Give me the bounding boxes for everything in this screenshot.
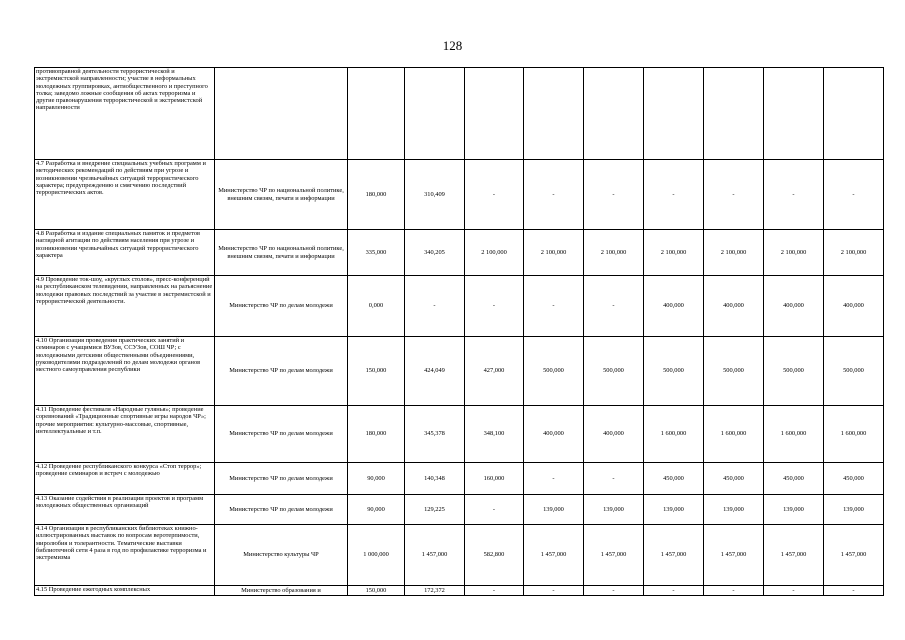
amount-cell: - [405, 276, 465, 337]
amount-cell [764, 68, 824, 160]
table-row [35, 406, 884, 463]
responsible-body-cell: Министерство образования и [215, 586, 348, 596]
activity-description-cell: 4.11 Проведение фестиваля «Народные гулянья»; проведение соревнований «Традиционные спортивные игры народов ЧР»; прочие мероприятия: культурно-массовые, спортивные, интеллектуальные и т.п. [35, 406, 215, 463]
amount-cell: 180,000 [348, 406, 405, 463]
responsible-body-cell [215, 68, 348, 160]
amount-cell: 1 457,000 [405, 525, 465, 586]
amount-cell: - [764, 586, 824, 596]
amount-cell: 2 100,000 [465, 230, 524, 276]
amount-cell [524, 68, 584, 160]
amount-cell: 1 600,000 [704, 406, 764, 463]
amount-cell: 90,000 [348, 463, 405, 495]
table-row [35, 230, 884, 276]
amount-cell: 424,049 [405, 337, 465, 406]
amount-cell: 0,000 [348, 276, 405, 337]
amount-cell: - [824, 160, 884, 230]
amount-cell: 2 100,000 [764, 230, 824, 276]
responsible-body-cell: Министерство культуры ЧР [215, 525, 348, 586]
activity-description-cell: 4.7 Разработка и внедрение специальных учебных программ и методических рекомендаций по действиям при угрозе и возникновении чрезвычайных ситуаций террористического характера; предупреждению и смягчению последствий террористических актов. [35, 160, 215, 230]
amount-cell: 180,000 [348, 160, 405, 230]
amount-cell: 2 100,000 [704, 230, 764, 276]
amount-cell: 139,000 [704, 495, 764, 525]
amount-cell: 129,225 [405, 495, 465, 525]
activity-description-cell: 4.9 Проведение ток-шоу, «круглых столов», пресс-конференций на республиканском телевидении, направленных на разъяснение молодежи правовых последствий за участие в экстремистской и террористической деятельности. [35, 276, 215, 337]
amount-cell: - [465, 586, 524, 596]
amount-cell: 1 600,000 [644, 406, 704, 463]
amount-cell: 1 600,000 [764, 406, 824, 463]
table-row [35, 495, 884, 525]
activity-description-cell: 4.10 Организация проведения практических занятий и семинаров с учащимися ВУЗов, ССУЗов, СОШ ЧР; с молодежными детскими общественными объединениями, руководителями подразделений по делам молодежи органов местного самоуправления республики [35, 337, 215, 406]
amount-cell: - [584, 276, 644, 337]
table-row [35, 68, 884, 160]
table-row [35, 586, 884, 596]
amount-cell [465, 68, 524, 160]
responsible-body-cell: Министерство ЧР по делам молодежи [215, 495, 348, 525]
responsible-body-cell: Министерство ЧР по делам молодежи [215, 276, 348, 337]
responsible-body-cell: Министерство ЧР по национальной политике, внешним связям, печати и информации [215, 160, 348, 230]
amount-cell: - [465, 160, 524, 230]
amount-cell: - [644, 586, 704, 596]
amount-cell: 172,372 [405, 586, 465, 596]
table-row [35, 337, 884, 406]
table-row [35, 463, 884, 495]
amount-cell: 500,000 [764, 337, 824, 406]
amount-cell: 2 100,000 [584, 230, 644, 276]
table-row [35, 525, 884, 586]
amount-cell: 1 000,000 [348, 525, 405, 586]
amount-cell: - [764, 160, 824, 230]
amount-cell: 400,000 [584, 406, 644, 463]
amount-cell: 400,000 [824, 276, 884, 337]
activity-description-cell: 4.14 Организация в республиканских библиотеках книжно-иллюстрированных выставок по вопросам веротерпимости, миролюбия и толерантности. Тематические выставки библиотечной сети 4 раза в год по профилактике терроризма и экстремизма [35, 525, 215, 586]
amount-cell: - [644, 160, 704, 230]
amount-cell: 500,000 [644, 337, 704, 406]
amount-cell: 2 100,000 [524, 230, 584, 276]
amount-cell: 139,000 [584, 495, 644, 525]
amount-cell: 1 457,000 [524, 525, 584, 586]
amount-cell [824, 68, 884, 160]
amount-cell: - [524, 160, 584, 230]
amount-cell: - [524, 276, 584, 337]
amount-cell: 139,000 [644, 495, 704, 525]
amount-cell: 450,000 [764, 463, 824, 495]
amount-cell [405, 68, 465, 160]
amount-cell: 1 457,000 [824, 525, 884, 586]
amount-cell: 450,000 [704, 463, 764, 495]
responsible-body-cell: Министерство ЧР по делам молодежи [215, 406, 348, 463]
amount-cell [584, 68, 644, 160]
responsible-body-cell: Министерство ЧР по делам молодежи [215, 337, 348, 406]
amount-cell: - [465, 495, 524, 525]
amount-cell [704, 68, 764, 160]
table-row [35, 160, 884, 230]
activity-description-cell: 4.15 Проведение ежегодных комплексных [35, 586, 215, 596]
amount-cell: 345,378 [405, 406, 465, 463]
amount-cell: 450,000 [824, 463, 884, 495]
amount-cell: - [704, 586, 764, 596]
amount-cell: 400,000 [524, 406, 584, 463]
amount-cell: - [465, 276, 524, 337]
amount-cell: 2 100,000 [644, 230, 704, 276]
amount-cell: 160,000 [465, 463, 524, 495]
budget-table [34, 67, 884, 596]
amount-cell: 450,000 [644, 463, 704, 495]
amount-cell: 400,000 [704, 276, 764, 337]
amount-cell: 139,000 [524, 495, 584, 525]
responsible-body-cell: Министерство ЧР по национальной политике, внешним связям, печати и информации [215, 230, 348, 276]
amount-cell: 150,000 [348, 337, 405, 406]
amount-cell [348, 68, 405, 160]
amount-cell: 340,205 [405, 230, 465, 276]
amount-cell: 582,800 [465, 525, 524, 586]
amount-cell: 90,000 [348, 495, 405, 525]
amount-cell: - [584, 586, 644, 596]
amount-cell: - [584, 160, 644, 230]
amount-cell: 140,348 [405, 463, 465, 495]
table-body [35, 68, 884, 596]
amount-cell: 1 457,000 [704, 525, 764, 586]
table-row [35, 276, 884, 337]
activity-description-cell: противоправной деятельности террористической и экстремистской направленности; участие в неформальных молодежных группировках, антиобщественного и преступного толка; заведомо ложные сообщения об актах терроризма и другие правонарушения террористической и экстремистской направленности [35, 68, 215, 160]
amount-cell: - [524, 463, 584, 495]
amount-cell: 1 600,000 [824, 406, 884, 463]
page-number: 128 [442, 38, 463, 53]
amount-cell: 400,000 [644, 276, 704, 337]
amount-cell: 1 457,000 [764, 525, 824, 586]
amount-cell: 150,000 [348, 586, 405, 596]
amount-cell: - [524, 586, 584, 596]
amount-cell: 500,000 [524, 337, 584, 406]
amount-cell: 500,000 [824, 337, 884, 406]
amount-cell: - [824, 586, 884, 596]
amount-cell: 348,100 [465, 406, 524, 463]
amount-cell: 500,000 [704, 337, 764, 406]
amount-cell: 1 457,000 [644, 525, 704, 586]
responsible-body-cell: Министерство ЧР по делам молодежи [215, 463, 348, 495]
amount-cell: 400,000 [764, 276, 824, 337]
amount-cell: 500,000 [584, 337, 644, 406]
amount-cell: - [584, 463, 644, 495]
activity-description-cell: 4.13 Оказание содействия в реализации проектов и программ молодежных общественных организаций [35, 495, 215, 525]
amount-cell: 310,409 [405, 160, 465, 230]
amount-cell: 1 457,000 [584, 525, 644, 586]
amount-cell: 2 100,000 [824, 230, 884, 276]
amount-cell [644, 68, 704, 160]
activity-description-cell: 4.12 Проведение республиканского конкурса «Стоп террор»; проведение семинаров и встреч с молодежью [35, 463, 215, 495]
amount-cell: - [704, 160, 764, 230]
amount-cell: 139,000 [764, 495, 824, 525]
activity-description-cell: 4.8 Разработка и издание специальных памяток и предметов наглядной агитации по действиям населения при угрозе и возникновении чрезвычайных ситуаций террористического характера [35, 230, 215, 276]
amount-cell: 335,000 [348, 230, 405, 276]
amount-cell: 139,000 [824, 495, 884, 525]
amount-cell: 427,000 [465, 337, 524, 406]
